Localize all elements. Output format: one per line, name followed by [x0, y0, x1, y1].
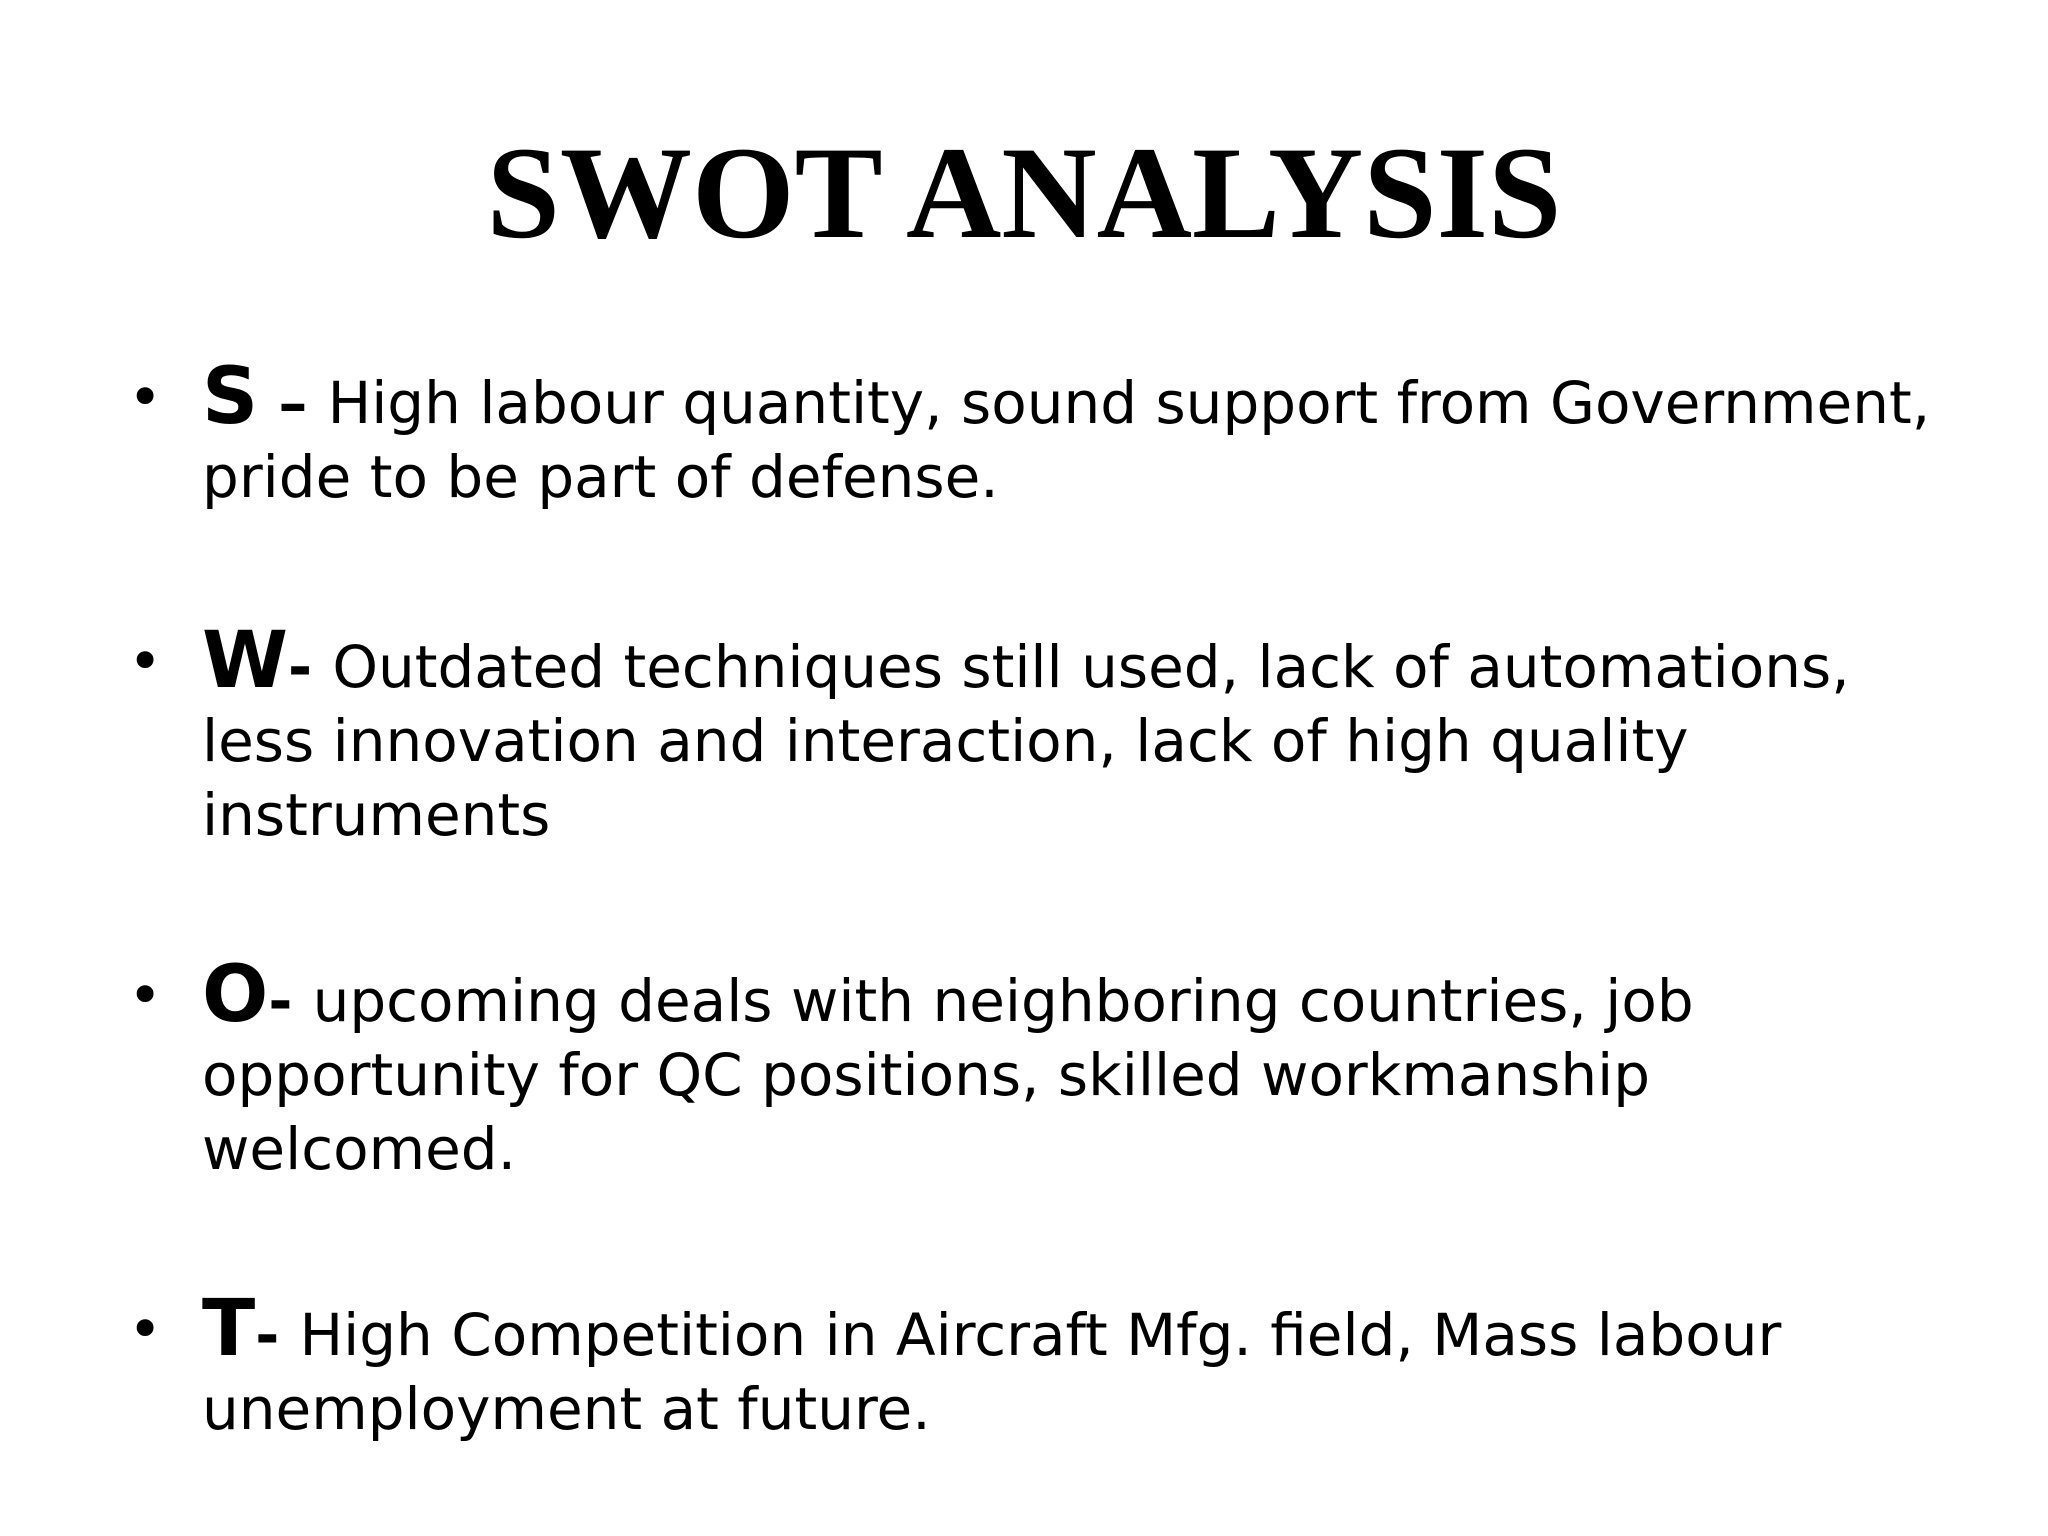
bullet-item-weaknesses: [128, 616, 1962, 852]
bullet-separator: -: [268, 967, 313, 1035]
bullet-dot-icon: •: [128, 1295, 163, 1363]
bullet-item-threats: [128, 1284, 1962, 1446]
bullet-item-opportunities: [128, 950, 1962, 1186]
bullet-letter-o: O: [202, 950, 269, 1040]
bullet-separator: –: [258, 369, 328, 437]
bullet-letter-s: S: [202, 352, 259, 442]
bullet-dot-icon: •: [128, 961, 163, 1029]
bullet-letter-w: W: [202, 616, 289, 706]
bullet-dot-icon: •: [128, 627, 163, 695]
slide-title: SWOT ANALYSIS: [486, 119, 1562, 266]
bullet-item-strengths: [128, 352, 1962, 514]
bullet-separator: -: [288, 633, 333, 701]
bullet-text-threats: High Competition in Aircraft Mfg. field, Mass labour unemployment at future.: [202, 1301, 1782, 1443]
bullet-text-strengths: High labour quantity, sound support from Government, pride to be part of defense.: [202, 369, 1931, 511]
bullet-text-weaknesses: Outdated techniques still used, lack of automations, less innovation and interaction, lack of high quality instruments: [202, 633, 1850, 849]
bullet-separator: -: [255, 1301, 300, 1369]
bullet-dot-icon: •: [128, 363, 163, 431]
bullet-letter-t: T: [202, 1284, 256, 1374]
bullet-text-opportunities: upcoming deals with neighboring countries, job opportunity for QC positions, skilled workmanship welcomed.: [202, 967, 1694, 1183]
